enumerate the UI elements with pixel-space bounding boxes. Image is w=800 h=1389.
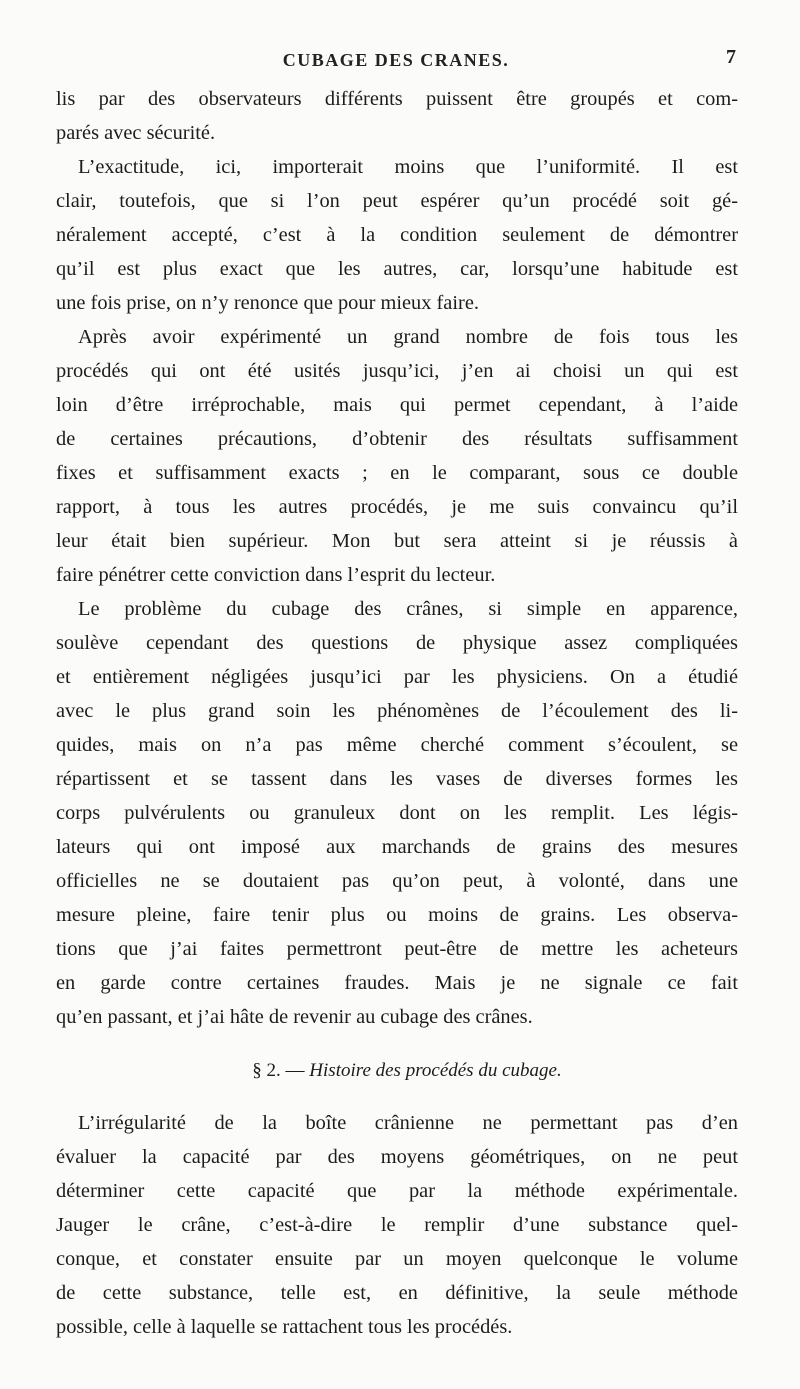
- text-line: tions que j’ai faites permettront peut-être de mettre les acheteurs: [56, 938, 738, 960]
- text-line: Le problème du cubage des crânes, si simple en apparence,: [78, 598, 738, 620]
- text-line: leur était bien supérieur. Mon but sera atteint si je réussis à: [56, 530, 738, 552]
- text-line: qu’il est plus exact que les autres, car, lorsqu’une habitude est: [56, 258, 738, 280]
- text-line: parés avec sécurité.: [56, 122, 216, 144]
- text-line: mesure pleine, faire tenir plus ou moins de grains. Les observa-: [56, 904, 738, 926]
- text-line: répartissent et se tassent dans les vases de diverses formes les: [56, 768, 738, 790]
- text-line: Après avoir expérimenté un grand nombre de fois tous les: [78, 326, 738, 348]
- text-line: faire pénétrer cette conviction dans l’esprit du lecteur.: [56, 564, 496, 586]
- text-line: avec le plus grand soin les phénomènes de l’écoulement des li-: [56, 700, 738, 722]
- section-spacer-after: [56, 1088, 738, 1106]
- text-line: quides, mais on n’a pas même cherché comment s’écoulent, se: [56, 734, 738, 756]
- text-line: évaluer la capacité par des moyens géométriques, on ne peut: [56, 1146, 738, 1168]
- text-line: lateurs qui ont imposé aux marchands de grains des mesures: [56, 836, 738, 858]
- body-text: [56, 82, 738, 1344]
- text-line: officielles ne se doutaient pas qu’on peut, à volonté, dans une: [56, 870, 738, 892]
- text-line: possible, celle à laquelle se rattachent tous les procédés.: [56, 1316, 513, 1338]
- text-line: et entièrement négligées jusqu’ici par les physiciens. On a étudié: [56, 666, 738, 688]
- paragraphs-after-section: [56, 1106, 738, 1344]
- section-spacer: [56, 1034, 738, 1054]
- text-line: de cette substance, telle est, en définitive, la seule méthode: [56, 1282, 738, 1304]
- running-head: [56, 46, 736, 82]
- text-line: fixes et suffisamment exacts ; en le comparant, sous ce double: [56, 462, 738, 484]
- running-title: CUBAGE DES CRANES.: [282, 50, 510, 70]
- text-line: qu’en passant, et j’ai hâte de revenir au cubage des crânes.: [56, 1006, 533, 1028]
- text-line: corps pulvérulents ou granuleux dont on les remplit. Les légis-: [56, 802, 738, 824]
- section-number: § 2. —: [252, 1060, 310, 1081]
- text-line: conque, et constater ensuite par un moyen quelconque le volume: [56, 1248, 738, 1270]
- text-line: L’irrégularité de la boîte crânienne ne permettant pas d’en: [78, 1112, 738, 1134]
- text-line: procédés qui ont été usités jusqu’ici, j’en ai choisi un qui est: [56, 360, 738, 382]
- text-line: rapport, à tous les autres procédés, je me suis convaincu qu’il: [56, 496, 738, 518]
- text-line: de certaines précautions, d’obtenir des résultats suffisamment: [56, 428, 738, 450]
- section-title: Histoire des procédés du cubage.: [309, 1060, 562, 1081]
- text-line: loin d’être irréprochable, mais qui permet cependant, à l’aide: [56, 394, 738, 416]
- text-line: néralement accepté, c’est à la condition seulement de démontrer: [56, 224, 738, 246]
- page-number: 7: [726, 46, 736, 68]
- text-line: lis par des observateurs différents puissent être groupés et com-: [56, 88, 738, 110]
- text-line: Jauger le crâne, c’est-à-dire le remplir d’une substance quel-: [56, 1214, 738, 1236]
- text-line: L’exactitude, ici, importerait moins que l’uniformité. Il est: [78, 156, 738, 178]
- text-line: en garde contre certaines fraudes. Mais je ne signale ce fait: [56, 972, 738, 994]
- text-line: clair, toutefois, que si l’on peut espérer qu’un procédé soit gé-: [56, 190, 738, 212]
- text-line: déterminer cette capacité que par la méthode expérimentale.: [56, 1180, 738, 1202]
- paragraphs-before-section: [56, 82, 738, 1034]
- section-heading: [56, 1054, 738, 1088]
- text-line: soulève cependant des questions de physique assez compliquées: [56, 632, 738, 654]
- text-line: une fois prise, on n’y renonce que pour mieux faire.: [56, 292, 479, 314]
